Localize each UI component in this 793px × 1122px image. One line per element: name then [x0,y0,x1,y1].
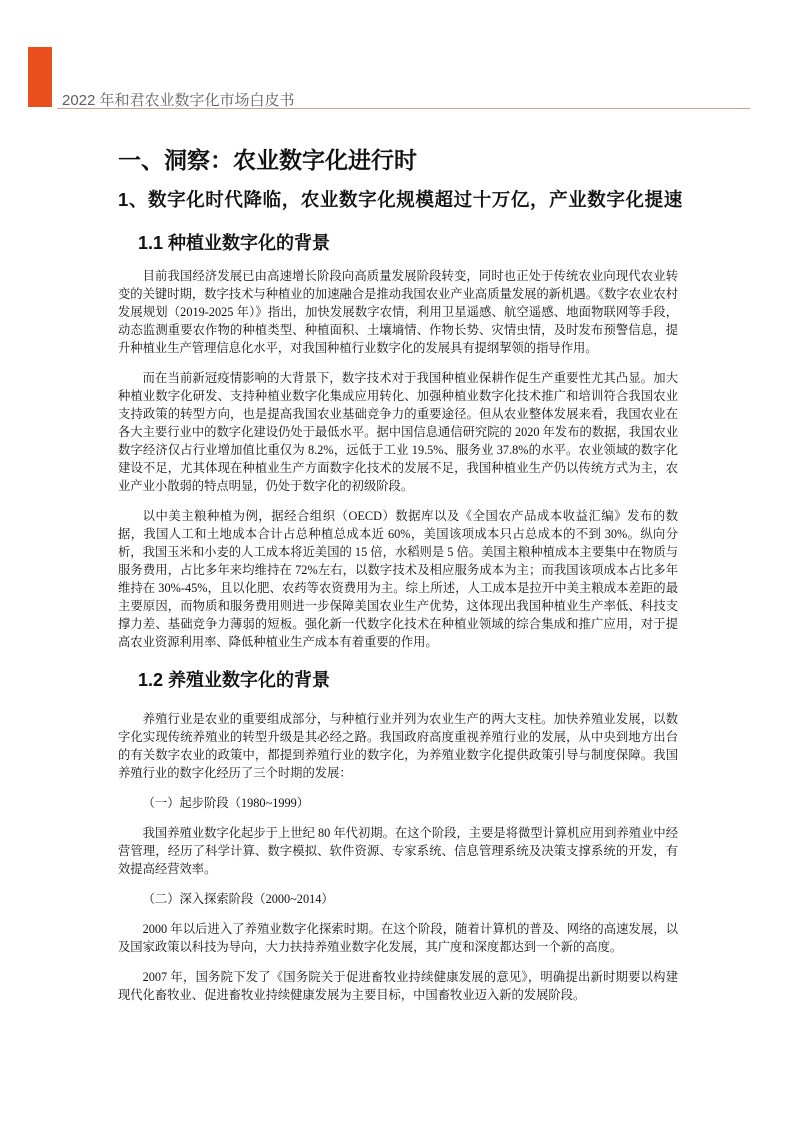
header-accent-block [28,47,52,107]
subsection-title: 1.1 种植业数字化的背景 [138,233,331,253]
subsection-livestock [118,668,678,1004]
section-title: 1、数字化时代降临，农业数字化规模超过十万亿，产业数字化提速 [118,189,683,210]
body-paragraph: 目前我国经济发展已由高速增长阶段向高质量发展阶段转变，同时也正处于传统农业向现代农业转变的关键时期，数字技术与种植业的加速融合是推动我国农业产业高质量发展的新机遇。《数字农业农村发展规划（2019-2025 年）》指出，加快发展数字农情，利用卫星遥感、航空遥感、地面物联网等手段，动态监测重要农作物的种植类型、种植面积、土壤墒情、作物长势、灾情虫情，及时发布预警信息，提升种植业生产管理信息化水平，对我国种植行业数字化的发展具有提纲挈领的指导作用。 [118,269,678,355]
stage-heading: （一）起步阶段（1980~1999） [142,796,310,810]
header-rule [57,108,750,109]
body-paragraph: 而在当前新冠疫情影响的大背景下，数字技术对于我国种植业保耕作促生产重要性尤其凸显。加大种植业数字化研发、支持种植业数字化集成应用转化、加强种植业数字化技术推广和培训符合我国农业支持政策的转型方向，也是提高我国农业基础竞争力的重要途径。但从农业整体发展来看，我国农业在各大主要行业中的数字化建设仍处于最低水平。据中国信息通信研究院的 2020 年发布的数据，我国农业数字经济仅占行业增加值比重仅为 8.2%，远低于工业 19.5%、服务业 37.8%的水平。农业领域的数字化建设不足，尤其体现在种植业生产方面数字化技术的发展不足，我国种植业生产仍以传统方式为主，农业产业小散弱的特点明显，仍处于数字化的初级阶段。 [118,371,678,493]
body-paragraph: 2007 年，国务院下发了《国务院关于促进畜牧业持续健康发展的意见》，明确提出新时期要以构建现代化畜牧业、促进畜牧业持续健康发展为主要目标，中国畜牧业迈入新的发展阶段。 [118,970,678,1002]
subsection-planting [118,231,678,651]
body-paragraph: 我国养殖业数字化起步于上世纪 80 年代初期。在这个阶段，主要是将微型计算机应用到养殖业中经营管理，经历了科学计算、数字模拟、软件资源、专家系统、信息管理系统及决策支撑系统的开发，有效提高经营效率。 [118,826,678,876]
body-paragraph: 以中美主粮种植为例，据经合组织（OECD）数据库以及《全国农产品成本收益汇编》发布的数据，我国人工和土地成本合计占总种植总成本近 60%，美国该项成本只占总成本的不到 30%。纵向分析，我国玉米和小麦的人工成本将近美国的 15 倍，水稻则是 5 倍。美国主粮种植成本主要集中在物质与服务费用，占比多年来均维持在 72%左右，以数字技术及相应服务成本为主；而我国该项成本占比多年维持在 30%-45%，且以化肥、农药等农资费用为主。综上所述，人工成本是拉开中美主粮成本差距的最主要原因，而物质和服务费用则进一步保障美国农业生产优势，这体现出我国种植业生产率低、科技支撑力差、基础竞争力薄弱的短板。强化新一代数字化技术在种植业领域的综合集成和推广应用，对于提高农业资源利用率、降低种植业生产成本有着重要的作用。 [118,509,678,649]
subsection-title: 1.2 养殖业数字化的背景 [138,670,331,690]
running-header-title: 2022 年和君农业数字化市场白皮书 [62,92,295,109]
chapter-title: 一、洞察：农业数字化进行时 [118,147,417,173]
body-paragraph: 养殖行业是农业的重要组成部分，与种植行业并列为农业生产的两大支柱。加快养殖业发展，以数字化实现传统养殖业的转型升级是其必经之路。我国政府高度重视养殖行业的发展，从中央到地方出台的有关数字农业的政策中，都提到养殖行业的数字化，为养殖业数字化提供政策引导与制度保障。我国养殖行业的数字化经历了三个时期的发展： [118,712,678,780]
stage-heading: （二）深入探索阶段（2000~2014） [142,892,334,906]
body-paragraph: 2000 年以后进入了养殖业数字化探索时期。在这个阶段，随着计算机的普及、网络的高速发展，以及国家政策以科技为导向，大力扶持养殖业数字化发展，其广度和深度都达到一个新的高度。 [118,922,678,954]
document-body [118,146,683,1016]
